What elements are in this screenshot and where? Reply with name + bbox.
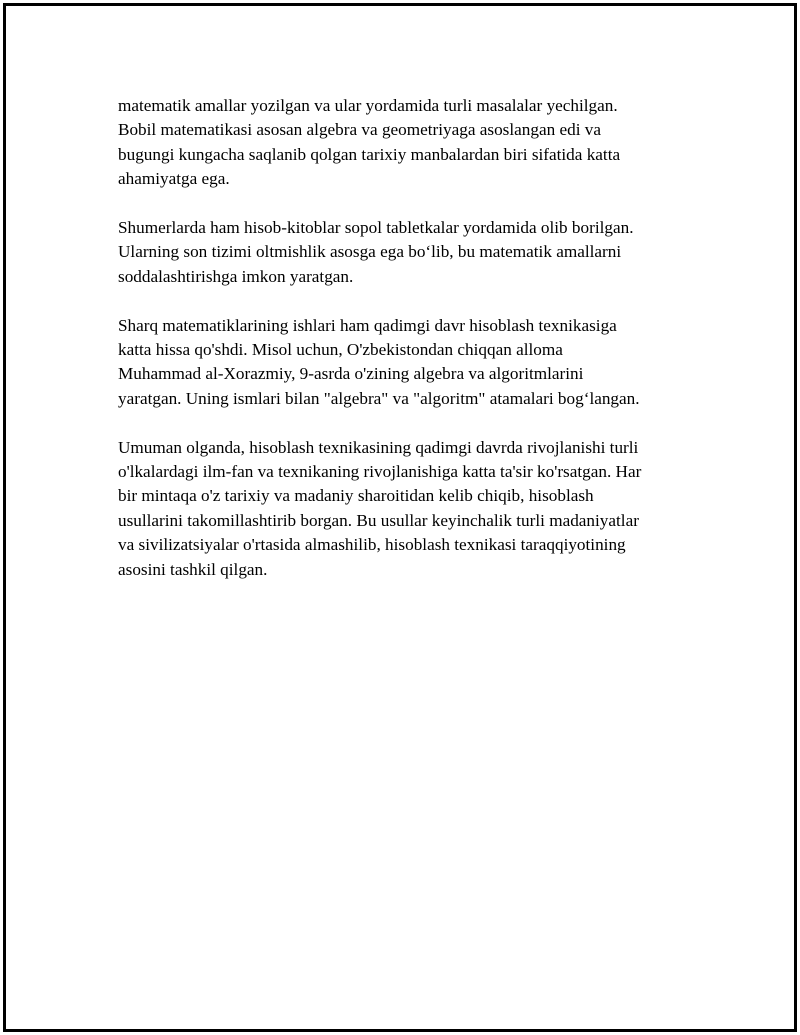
text-line: o'lkalardagi ilm-fan va texnikaning rivojlanishiga katta ta'sir ko'rsatgan. Har xyxy=(118,462,642,482)
paragraph-eastern-mathematicians xyxy=(118,314,698,412)
text-line: matematik amallar yozilgan va ular yordamida turli masalalar yechilgan. xyxy=(118,96,618,115)
text-line: asosini tashkil qilgan. xyxy=(118,559,268,579)
text-line: Umuman olganda, hisoblash texnikasining qadimgi davrda rivojlanishi turli xyxy=(118,437,639,457)
text-line: va sivilizatsiyalar o'rtasida almashilib, hisoblash texnikasi taraqqiyotining xyxy=(118,535,626,555)
text-line: ahamiyatga ega. xyxy=(118,169,230,189)
text-line: Ularning son tizimi oltmishlik asosga ega bo‘lib, bu matematik amallarni xyxy=(118,242,622,262)
paragraph-conclusion xyxy=(118,436,698,582)
text-line: Sharq matematiklarining ishlari ham qadimgi davr hisoblash texnikasiga xyxy=(118,315,617,335)
text-line: katta hissa qo'shdi. Misol uchun, O'zbekistondan chiqqan alloma xyxy=(118,340,563,360)
text-line: bir mintaqa o'z tarixiy va madaniy sharoitidan kelib chiqib, hisoblash xyxy=(118,486,594,506)
paragraph-sumerians xyxy=(118,216,698,289)
text-line: Bobil matematikasi asosan algebra va geometriyaga asoslangan edi va xyxy=(118,120,601,140)
text-line: Shumerlarda ham hisob-kitoblar sopol tabletkalar yordamida olib borilgan. xyxy=(118,218,634,238)
text-line: bugungi kungacha saqlanib qolgan tarixiy manbalardan biri sifatida katta xyxy=(118,144,621,164)
document-body xyxy=(118,94,698,606)
text-line: yaratgan. Uning ismlari bilan "algebra" va "algoritm" atamalari bog‘langan. xyxy=(118,388,640,408)
text-line: Muhammad al-Xorazmiy, 9-asrda o'zining algebra va algoritmlarini xyxy=(118,364,584,384)
paragraph-babylon xyxy=(118,94,698,192)
text-line: soddalashtirishga imkon yaratgan. xyxy=(118,266,354,286)
text-line: usullarini takomillashtirib borgan. Bu usullar keyinchalik turli madaniyatlar xyxy=(118,510,639,530)
